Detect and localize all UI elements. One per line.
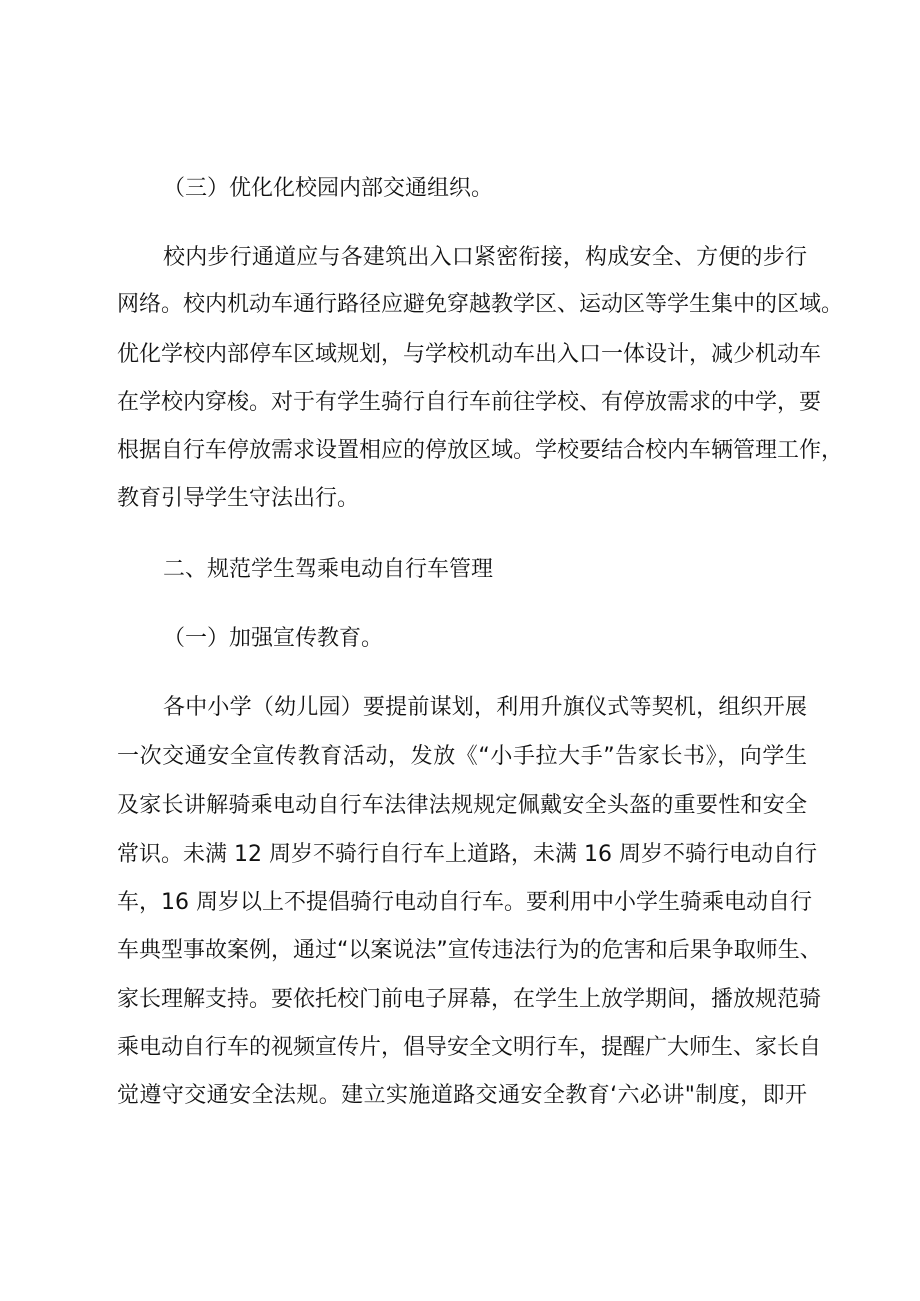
- paragraph-line: 车，16 周岁以上不提倡骑行电动自行车。要利用中小学生骑乘电动自行: [117, 890, 812, 915]
- subheading-publicity-education: （一）加强宣传教育。: [163, 626, 384, 651]
- subheading-optimize-campus-traffic: （三）优化化校园内部交通组织。: [163, 176, 494, 201]
- paragraph-line: 及家长讲解骑乘电动自行车法律法规规定佩戴安全头盔的重要性和安全: [117, 793, 807, 818]
- paragraph-line: 根据自行车停放需求设置相应的停放区域。学校要结合校内车辆管理工作，: [117, 438, 844, 463]
- paragraph-line: 乘电动自行车的视频宣传片，倡导安全文明行车，提醒广大师生、家长自: [117, 1035, 822, 1060]
- paragraph-line: 觉遵守交通安全法规。建立实施道路交通安全教育‘六必讲"制度，即开: [117, 1083, 807, 1108]
- paragraph-line: 在学校内穿梭。对于有学生骑行自行车前往学校、有停放需求的中学，要: [117, 390, 822, 415]
- paragraph-line: 优化学校内部停车区域规划，与学校机动车出入口一体设计，减少机动车: [117, 342, 822, 367]
- paragraph-line: 常识。未满 12 周岁不骑行自行车上道路，未满 16 周岁不骑行电动自行: [117, 842, 817, 867]
- paragraph-line: 车典型事故案例，通过“以案说法”宣传违法行为的危害和后果争取师生、: [117, 938, 822, 963]
- paragraph-line: 各中小学（幼儿园）要提前谋划，利用升旗仪式等契机，组织开展: [163, 695, 807, 720]
- paragraph-line: 教育引导学生守法出行。: [117, 486, 360, 511]
- paragraph-line: 一次交通安全宣传教育活动，发放《“小手拉大手”告家长书》，向学生: [117, 744, 807, 769]
- paragraph-line: 家长理解支持。要依托校门前电子屏幕，在学生上放学期间，播放规范骑: [117, 987, 822, 1012]
- paragraph-line: 校内步行通道应与各建筑出入口紧密衔接，构成安全、方便的步行: [163, 245, 807, 270]
- paragraph-line: 网络。校内机动车通行路径应避免穿越教学区、运动区等学生集中的区域。: [117, 292, 844, 317]
- section-heading-ebike-management: 二、规范学生驾乘电动自行车管理: [163, 557, 494, 582]
